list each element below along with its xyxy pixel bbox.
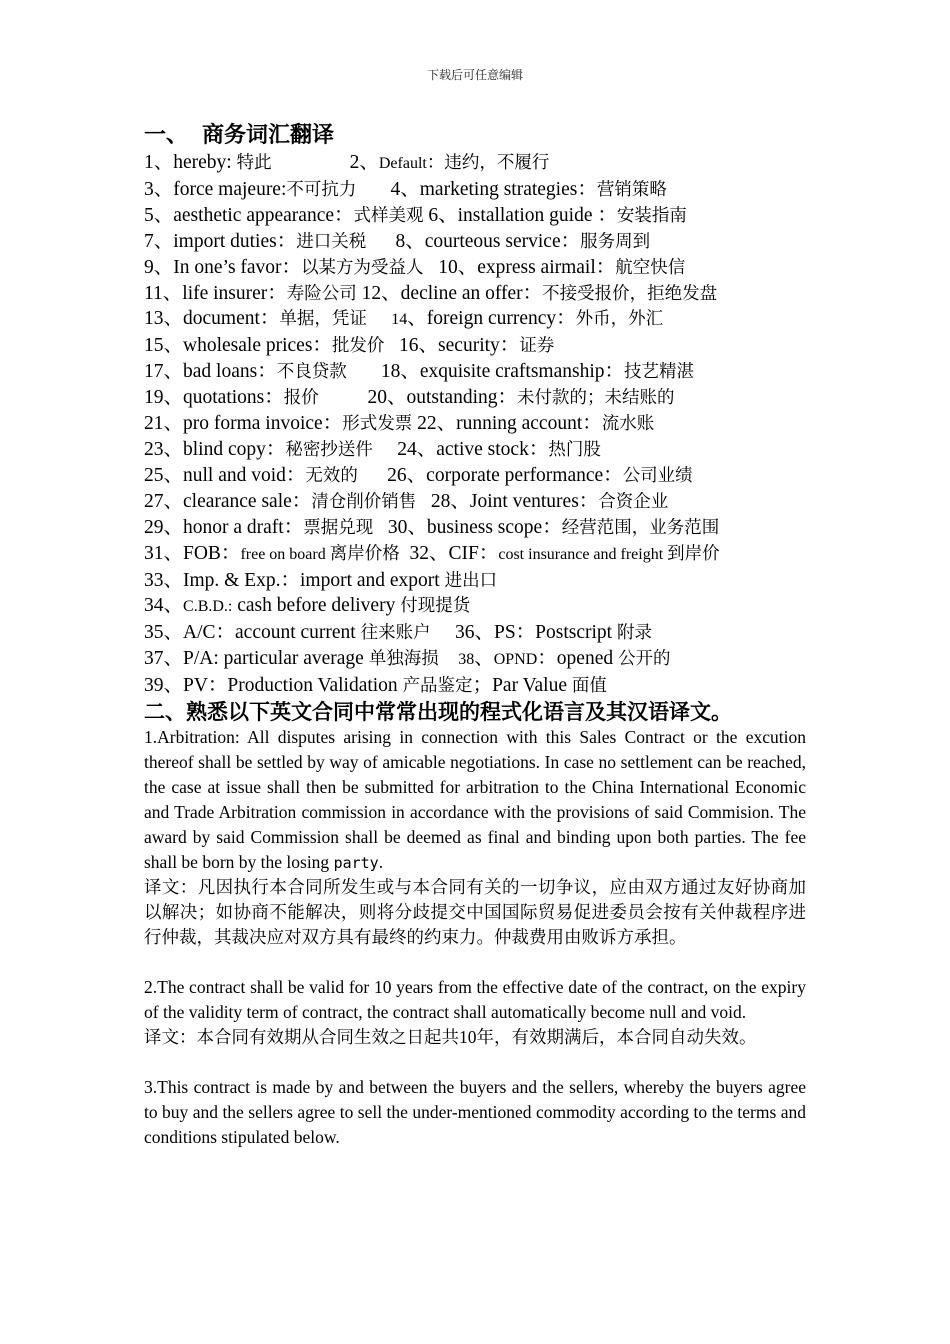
vocab-segment: 25、null and void： xyxy=(144,464,306,486)
document-body xyxy=(144,122,806,1149)
vocab-segment: 17、bad loans： xyxy=(144,361,277,383)
vocab-line xyxy=(144,411,806,437)
vocab-segment: 面值 xyxy=(571,675,607,696)
vocab-segment: Default xyxy=(378,155,427,172)
vocab-segment: 26、corporate performance： xyxy=(357,464,623,486)
vocab-segment: 10、express airmail： xyxy=(423,256,616,278)
vocab-line xyxy=(144,620,806,646)
vocab-segment: 4、marketing strategies： xyxy=(356,178,597,200)
arbitration-text: 1.Arbitration: All disputes arising in connection with this Sales Contract or the excution thereof shall be settled by way of amicable negotiations. In case no settlement can be reached, the case at issue shall then be submitted for arbitration to the China International Economic and Trade Arbitration commission in accordance with the provisions of said Commision. The award by said Commission shall be deemed as final and binding upon both parties. The fee shall be born by the losing xyxy=(144,727,806,872)
vocab-segment: 产品鉴定 xyxy=(402,675,473,696)
vocab-segment: 9、In one’s favor： xyxy=(144,256,302,278)
vocab-segment: 39、PV：Production Validation xyxy=(144,675,403,697)
vocab-segment: 公开的 xyxy=(617,648,671,669)
vocab-segment: 24、active stock： xyxy=(372,438,549,460)
vocab-segment: OPND xyxy=(493,651,538,669)
vocab-line xyxy=(144,281,806,307)
vocab-line xyxy=(144,333,806,359)
vocab-segment: 以某方为受益人 xyxy=(301,256,424,277)
vocab-segment: 、 xyxy=(474,648,494,670)
arbitration-clause xyxy=(144,725,806,875)
vocab-line xyxy=(144,568,806,594)
vocab-segment: 31、FOB： xyxy=(144,542,241,564)
vocab-segment: 2、 xyxy=(271,152,379,173)
vocab-segment: 未付款的；未结账的 xyxy=(517,387,675,408)
vocab-segment: 特此 xyxy=(236,152,272,172)
vocab-segment: 进出口 xyxy=(444,569,498,590)
contract-parties-clause: 3.This contract is made by and between the buyers and the sellers, whereby the buyers agree to buy and the sellers agree to sell the under-mentioned commodity according to the terms and conditions stipulated below. xyxy=(144,1076,806,1147)
vocab-segment: ：违约，不履行 xyxy=(426,152,550,172)
vocab-segment: 热门股 xyxy=(548,438,601,459)
vocab-segment: cash before delivery xyxy=(232,595,401,617)
vocab-segment: 票据兑现 xyxy=(303,516,374,537)
arbitration-translation: 译文：凡因执行本合同所发生或与本合同有关的一切争议，应由双方通过友好协商加以解决；如协商不能解决，则将分歧提交中国国际贸易促进委员会按有关仲裁程序进行仲裁，其裁决应对双方具有最终的约束力。仲裁费用由败诉方承担。 xyxy=(144,877,806,948)
vocab-segment: 往来账户 xyxy=(360,622,431,643)
vocab-segment: 经营范围，业务范围 xyxy=(561,516,720,537)
vocab-segment: 20、outstanding： xyxy=(318,387,517,409)
vocab-segment: 单据，凭证 xyxy=(279,308,367,329)
vocab-line xyxy=(144,463,806,489)
vocab-segment: 37、P/A: particular average xyxy=(144,648,369,670)
vocab-segment: 无效的 xyxy=(305,464,358,485)
vocab-segment: 1、hereby: xyxy=(144,152,237,173)
vocab-segment: 35、A/C：account current xyxy=(144,622,361,644)
vocabulary-list xyxy=(144,150,806,699)
vocab-segment: cost insurance and freight xyxy=(498,545,668,563)
vocab-line xyxy=(144,673,806,699)
vocab-segment: 23、blind copy： xyxy=(144,438,286,460)
section1-number: 一、 xyxy=(144,123,189,148)
vocab-segment: 寿险公司 xyxy=(286,282,357,303)
vocab-segment: 进口关税 xyxy=(296,230,367,251)
vocab-segment: 公司业绩 xyxy=(622,464,693,485)
section1-heading xyxy=(144,122,806,150)
vocab-segment: 33、Imp. & Exp.：import and export xyxy=(144,569,445,591)
vocab-segment: 不良贷款 xyxy=(276,361,347,382)
vocab-line xyxy=(144,646,806,673)
vocab-segment: 16、security： xyxy=(384,335,520,357)
vocab-segment: 式样美观 xyxy=(353,204,424,225)
vocab-segment: 安装指南 xyxy=(616,204,687,225)
vocab-line xyxy=(144,229,806,255)
vocab-segment: 技艺精湛 xyxy=(624,361,694,382)
vocab-segment: 航空快信 xyxy=(615,256,686,277)
vocab-segment: 离岸价格 xyxy=(329,542,400,563)
arbitration-end: . xyxy=(378,851,384,872)
vocab-segment: 12、decline an offer： xyxy=(356,282,543,304)
vocab-segment: 8、courteous service： xyxy=(366,230,581,252)
vocab-segment: 27、clearance sale： xyxy=(144,490,312,512)
vocab-line xyxy=(144,150,806,177)
vocab-segment xyxy=(367,308,391,329)
vocab-segment: 不接受报价，拒绝发盘 xyxy=(542,282,718,303)
validity-translation: 译文：本合同有效期从合同生效之日起共10年，有效期满后，本合同自动失效。 xyxy=(144,1026,757,1047)
vocab-segment: 合资企业 xyxy=(598,490,669,511)
vocab-segment: 36、PS：Postscript xyxy=(430,622,617,644)
vocab-line xyxy=(144,489,806,515)
vocab-segment: 15、wholesale prices： xyxy=(144,335,332,357)
vocab-segment: ：opened xyxy=(537,648,618,670)
vocab-segment: 单独海损 xyxy=(368,648,439,669)
vocab-segment: 、foreign currency： xyxy=(407,308,576,330)
vocab-segment: 11、life insurer： xyxy=(144,282,287,304)
vocab-segment: 报价 xyxy=(283,387,319,408)
vocab-line xyxy=(144,541,806,568)
vocab-segment: 29、honor a draft： xyxy=(144,516,304,538)
section2-heading: 二、熟悉以下英文合同中常常出现的程式化语言及其汉语译文。 xyxy=(144,700,732,725)
vocab-segment: 28、Joint ventures： xyxy=(416,490,599,512)
vocab-line xyxy=(144,359,806,385)
vocab-segment: 营销策略 xyxy=(596,178,667,199)
vocab-segment: 外币，外汇 xyxy=(575,308,664,329)
validity-clause: 2.The contract shall be valid for 10 years from the effective date of the contract, on the expiry of the validity term of contract, the contract shall automatically become null and void. xyxy=(144,977,806,1022)
vocab-segment: 14 xyxy=(391,311,408,329)
vocab-segment: 不可抗力 xyxy=(286,178,357,199)
vocab-line xyxy=(144,593,806,620)
vocab-segment: free on board xyxy=(240,545,330,563)
vocab-line xyxy=(144,437,806,463)
vocab-line xyxy=(144,515,806,541)
vocab-segment: 21、pro forma invoice： xyxy=(144,413,343,435)
vocab-segment: 7、import duties： xyxy=(144,230,297,252)
vocab-line xyxy=(144,385,806,411)
vocab-segment: 38 xyxy=(458,651,475,669)
vocab-segment: 13、document： xyxy=(144,308,280,330)
vocab-segment: 18、exquisite craftsmanship： xyxy=(346,361,624,383)
vocab-segment: 付现提货 xyxy=(400,595,471,616)
vocab-segment: 形式发票 xyxy=(342,413,413,434)
vocab-segment: 19、quotations： xyxy=(144,387,284,409)
vocab-segment: 32、CIF： xyxy=(399,542,499,564)
vocab-segment: 3、force majeure: xyxy=(144,178,287,200)
vocab-line xyxy=(144,255,806,281)
vocab-line xyxy=(144,306,806,333)
vocab-segment xyxy=(439,648,459,669)
vocab-segment: 附录 xyxy=(616,622,652,643)
vocab-segment: C.B.D.: xyxy=(183,598,233,616)
vocab-segment: 秘密抄送件 xyxy=(285,438,373,459)
vocab-segment: 批发价 xyxy=(331,335,385,356)
vocab-segment: 22、running account： xyxy=(412,413,602,435)
section1-title: 商务词汇翻译 xyxy=(202,123,335,148)
vocab-segment: 6、installation guide ： xyxy=(423,204,617,226)
vocab-segment: 流水账 xyxy=(601,413,655,434)
vocab-segment: 5、aesthetic appearance： xyxy=(144,204,354,226)
vocab-segment: ；Par Value xyxy=(472,675,572,697)
arbitration-tail: party xyxy=(333,853,379,872)
vocab-segment: 服务周到 xyxy=(580,230,651,251)
vocab-segment: 证券 xyxy=(519,335,555,356)
vocab-segment: 清仓削价销售 xyxy=(311,490,417,511)
vocab-segment: 34、 xyxy=(144,595,184,617)
vocab-line xyxy=(144,203,806,229)
page-header: 下载后可任意编辑 xyxy=(426,68,523,82)
vocab-line xyxy=(144,177,806,203)
vocab-segment: 到岸价 xyxy=(667,542,720,563)
vocab-segment: 30、business scope： xyxy=(373,516,562,538)
